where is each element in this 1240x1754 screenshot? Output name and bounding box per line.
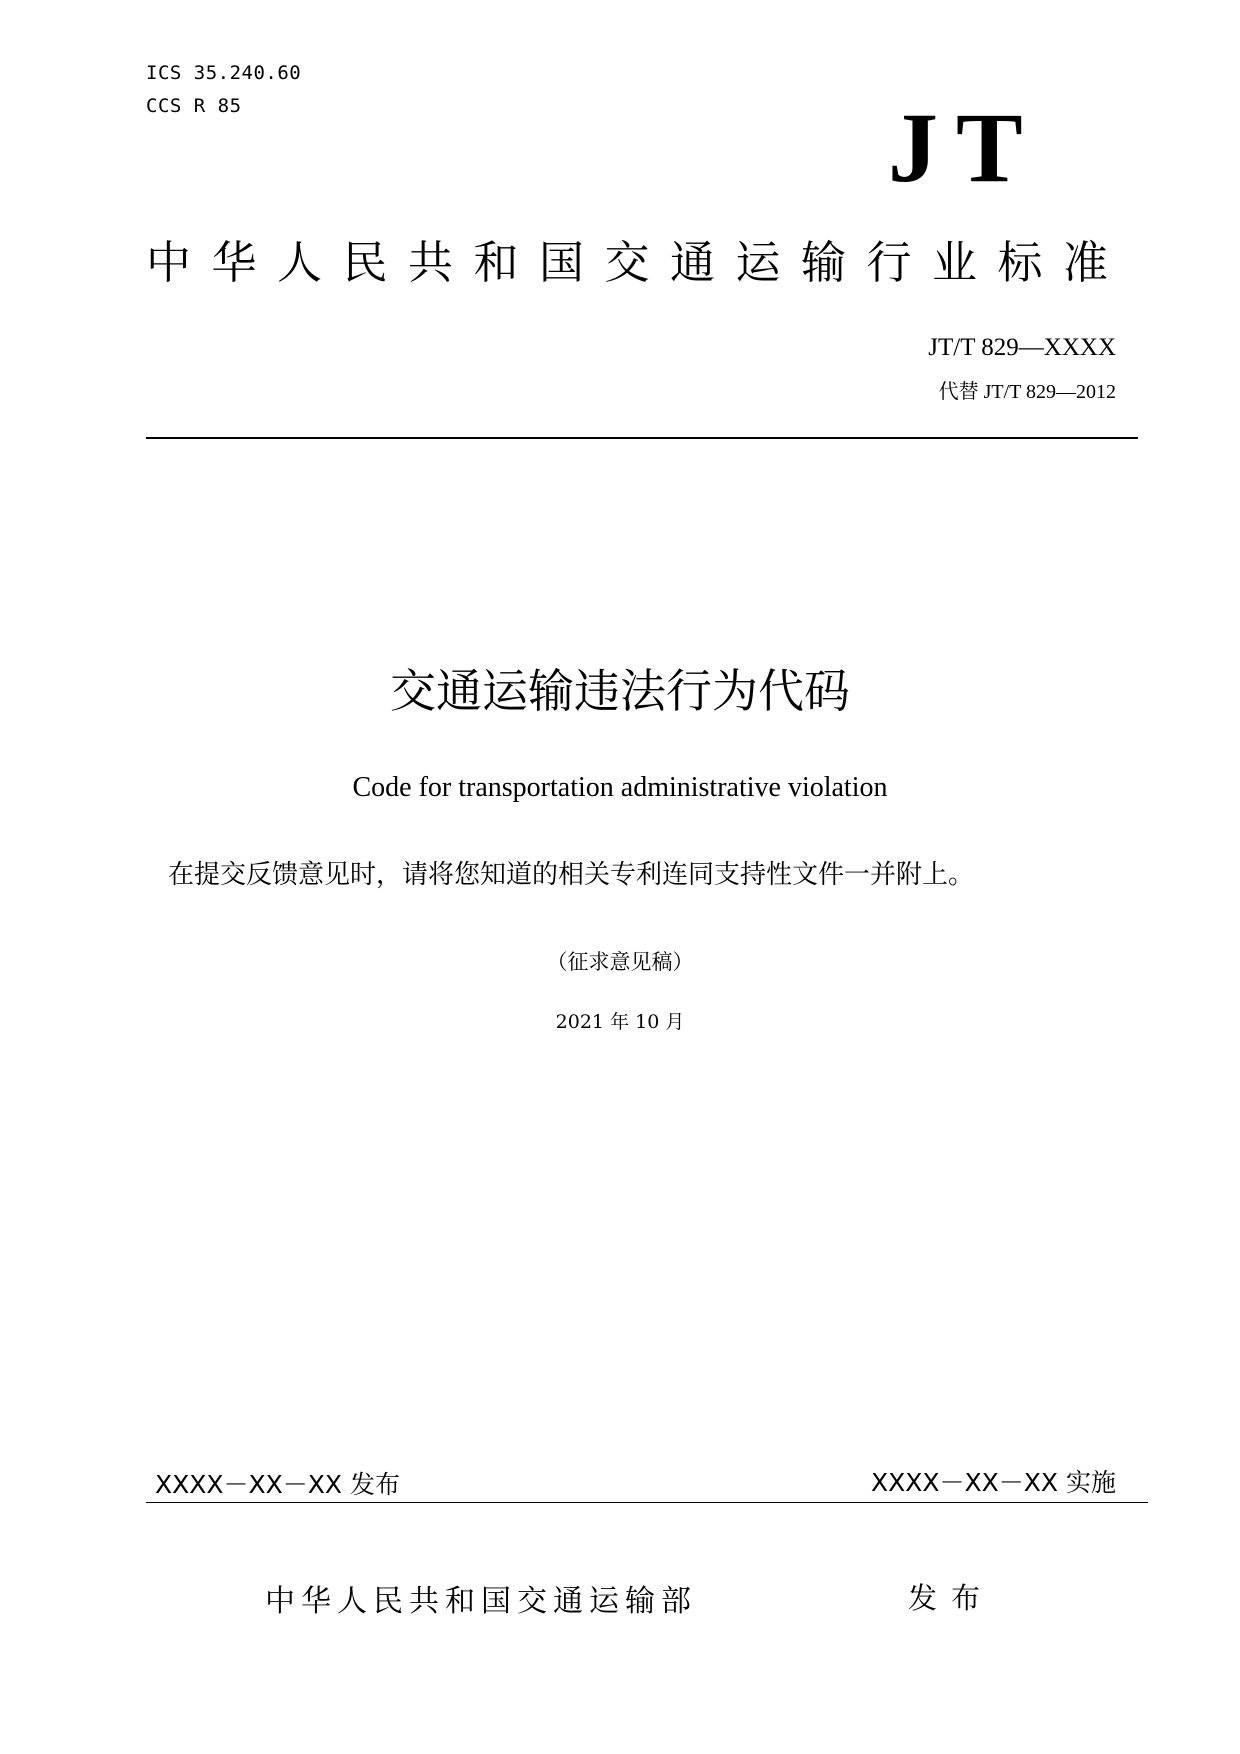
draft-date: 2021 年 10 月 [555,1011,685,1033]
implement-date: XXXX－XX－XX 实施 [871,1468,1116,1497]
ccs-code: CCS R 85 [146,95,242,117]
standard-title: 中华人民共和国交通运输行业标准 [146,236,1129,289]
document-title-english: Code for transportation administrative violation [352,772,888,803]
footer-divider [146,1502,1148,1503]
header-divider [146,437,1138,439]
issuing-ministry: 中华人民共和国交通运输部 [265,1584,697,1619]
document-title-chinese: 交通运输违法行为代码 [390,664,850,718]
patent-notice: 在提交反馈意见时，请将您知道的相关专利连同支持性文件一并附上。 [168,860,975,890]
jt-mark: JT [888,92,1041,203]
standard-number: JT/T 829—XXXX [928,334,1116,361]
ics-code: ICS 35.240.60 [146,62,302,84]
replaces-standard: 代替 JT/T 829—2012 [938,381,1116,403]
draft-label: （征求意见稿） [546,950,694,974]
publish-label: 发布 [908,1581,995,1615]
publish-date: XXXX－XX－XX 发布 [155,1470,400,1499]
